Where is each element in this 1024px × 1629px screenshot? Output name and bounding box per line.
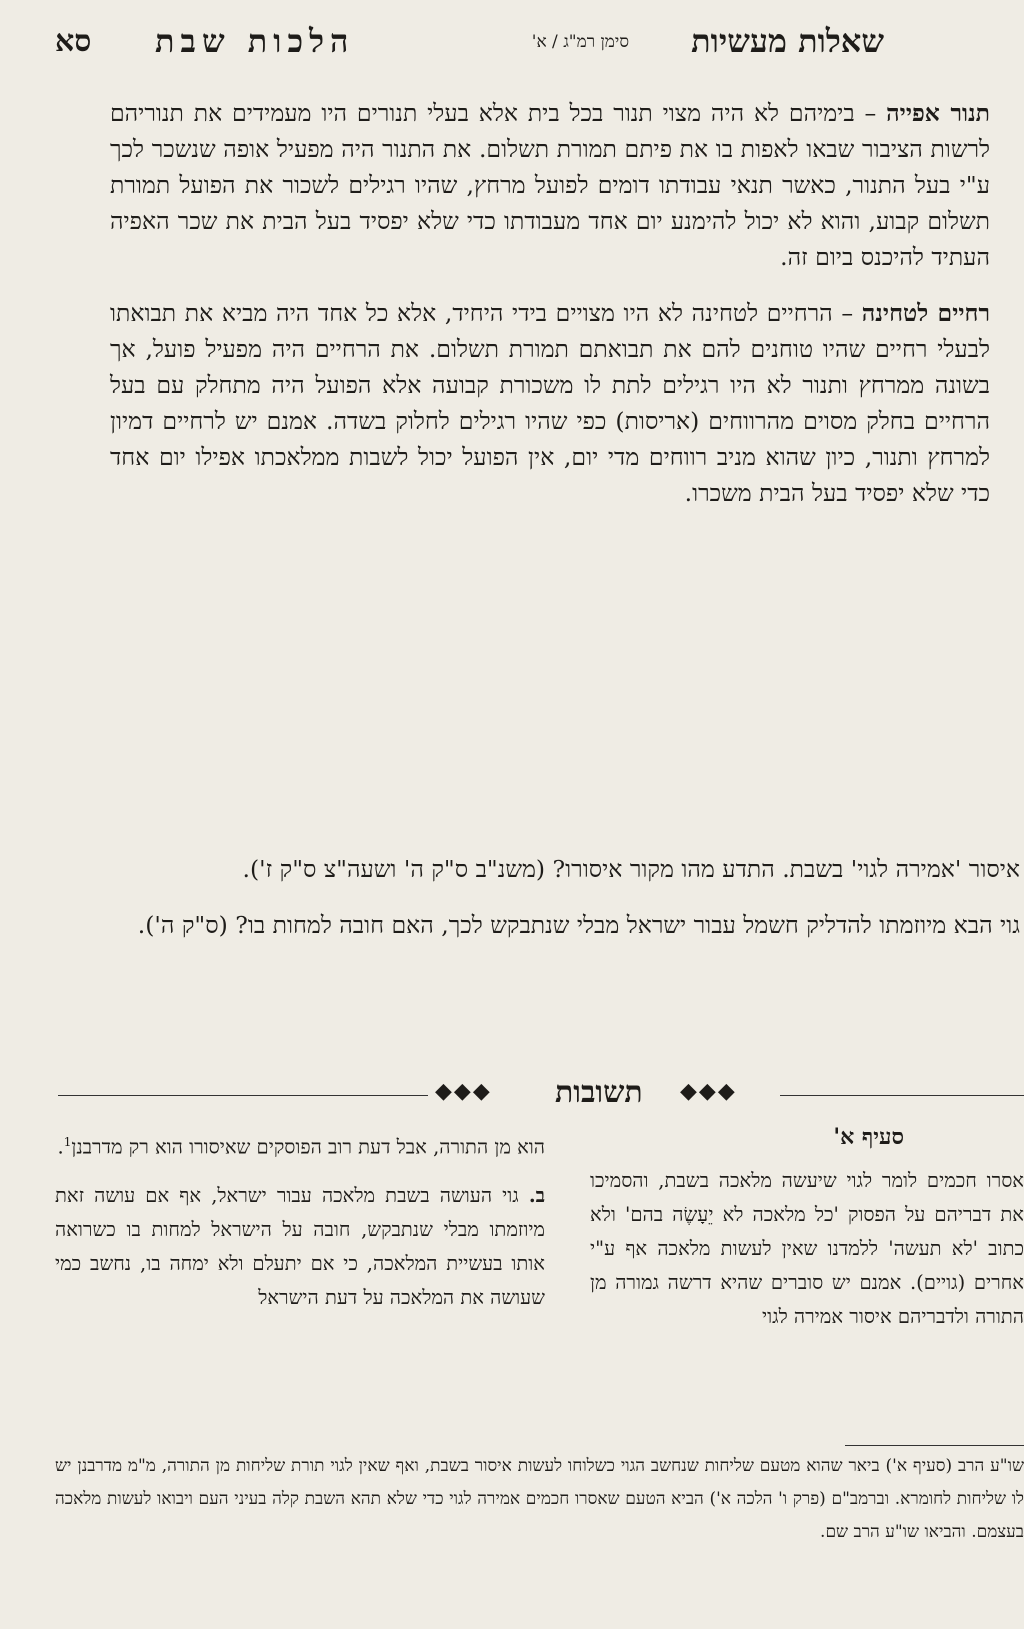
answers-right-column bbox=[590, 1120, 1024, 1334]
answer-text: גוי העושה בשבת מלאכה עבור ישראל, אף אם עושה זאת מיוזמתו מבלי שנתבקש, חובה על הישראל למחות בו כשרואה אותו בעשיית המלאכה, כי אם יתעלם ולא ימחה בו, נחשב כמי שעושה את המלאכה על דעת הישראל bbox=[55, 1183, 545, 1309]
siman-label: סימן רמ"ג / א' bbox=[531, 32, 629, 52]
diamond-ornament-icon: ◆◆◆ bbox=[435, 1079, 492, 1104]
term-tanur-afiya: תנור אפייה bbox=[886, 99, 990, 127]
answer-paragraph: הוא מן התורה, אבל דעת רוב הפוסקים שאיסורו הוא רק מדרבנן$^1$. bbox=[57, 1135, 545, 1159]
section-title: הלכות שבת bbox=[155, 22, 355, 60]
answer-text: אסרו חכמים לומר לגוי שיעשה מלאכה בשבת, והסמיכו את דבריהם על הפסוק 'כל מלאכה לא יֵעָשֶׂה בהם' ולא כתוב 'לא תעשה' ללמדנו שאין לעשות מלאכה אף ע"י אחרים (גויים). אמנם יש סוברים שהיא דרשה גמורה מן התורה ולדבריהם איסור אמירה לגוי bbox=[590, 1169, 1024, 1328]
diamond-ornament-icon: ◆◆◆ bbox=[680, 1079, 737, 1104]
paragraph-reichayim bbox=[110, 295, 990, 511]
answers-divider bbox=[40, 1075, 1024, 1115]
questions-list bbox=[20, 850, 1020, 962]
footnote-marker: 1 bbox=[63, 1135, 72, 1149]
question-item: גוי הבא מיוזמתו להדליק חשמל עבור ישראל מבלי שנתבקש לכך, האם חובה למחות בו? (ס"ק ה'). bbox=[137, 911, 1020, 939]
answer-text: הוא מן התורה, אבל דעת רוב הפוסקים שאיסורו הוא רק מדרבנן bbox=[71, 1135, 545, 1159]
paragraph-tanur bbox=[110, 95, 990, 275]
term-reichayim: רחיים לטחינה bbox=[861, 299, 990, 327]
footnote-rule bbox=[845, 1445, 1024, 1446]
divider-line bbox=[58, 1095, 428, 1096]
footnote: שו"ע הרב (סעיף א') ביאר שהוא מטעם שליחות שנחשב הגוי כשלוחו לעשות איסור בשבת, ואף שאין לגוי תורת שליחות מן התורה, מ"מ מדרבנן יש לו שליחות לחומרא. וברמב"ם (פרק ו' הלכה א') הביא הטעם שאסרו חכמים אמירה לגוי כדי שלא תהא השבת קלה בעיני העם ויבואו לעשות מלאכה בעצמם. והביאו שו"ע הרב שם. bbox=[55, 1456, 1024, 1542]
paragraph-text: – הרחיים לטחינה לא היו מצויים בידי היחיד, אלא כל אחד היה מביא את תבואתו לבעלי רחיים שהיו טוחנים להם את תבואתם תמורת תשלום. את הרחיים היה מפעיל פועל, אך בשונה ממרחץ ותנור לא היו רגילים לתת לו משכורת קבועה אלא הפועל היה מתחלק עם בעל הרחיים בחלק מסוים מהרווחים (אריסות) כפי שהיו רגילים לחלוק בשדה. אמנם יש לרחיים דמיון למרחץ ותנור, כיון שהוא מניב רווחים מדי יום, אין הפועל יכול לשבות ממלאכתו אפילו יום אחד כדי שלא יפסיד בעל הבית משכרו. bbox=[110, 299, 990, 507]
main-text bbox=[110, 95, 990, 531]
page-number: סא bbox=[55, 24, 92, 59]
answer-label: ב. bbox=[528, 1183, 545, 1207]
answer-paragraph bbox=[55, 1179, 545, 1315]
question-item: איסור 'אמירה לגוי' בשבת. התדע מהו מקור איסורו? (משנ"ב ס"ק ה' ושעה"צ ס"ק ז'). bbox=[242, 855, 1020, 883]
divider-line bbox=[780, 1095, 1024, 1096]
page-header bbox=[0, 12, 1024, 72]
paragraph-text: – בימיהם לא היה מצוי תנור בכל בית אלא בעלי תנורים היו מעמידים את תנוריהם לרשות הציבור שבאו לאפות בו את פיתם תמורת תשלום. את התנור היה מפעיל אופה שנשכר לכך ע"י בעל התנור, כאשר תנאי עבודתו דומים לפועל מרחץ, שהיו רגילים לשכור את הפועל תמורת תשלום קבוע, והוא לא יכול להימנע יום אחד מעבודתו כדי שלא יפסיד בעל הבית את שכר האפיה העתיד להיכנס ביום זה. bbox=[110, 99, 990, 271]
answers-left-column bbox=[55, 1125, 545, 1329]
answers-heading: תשובות bbox=[555, 1075, 643, 1110]
book-title: שאלות מעשיות bbox=[691, 22, 884, 60]
seif-label: סעיף א' bbox=[833, 1124, 904, 1150]
